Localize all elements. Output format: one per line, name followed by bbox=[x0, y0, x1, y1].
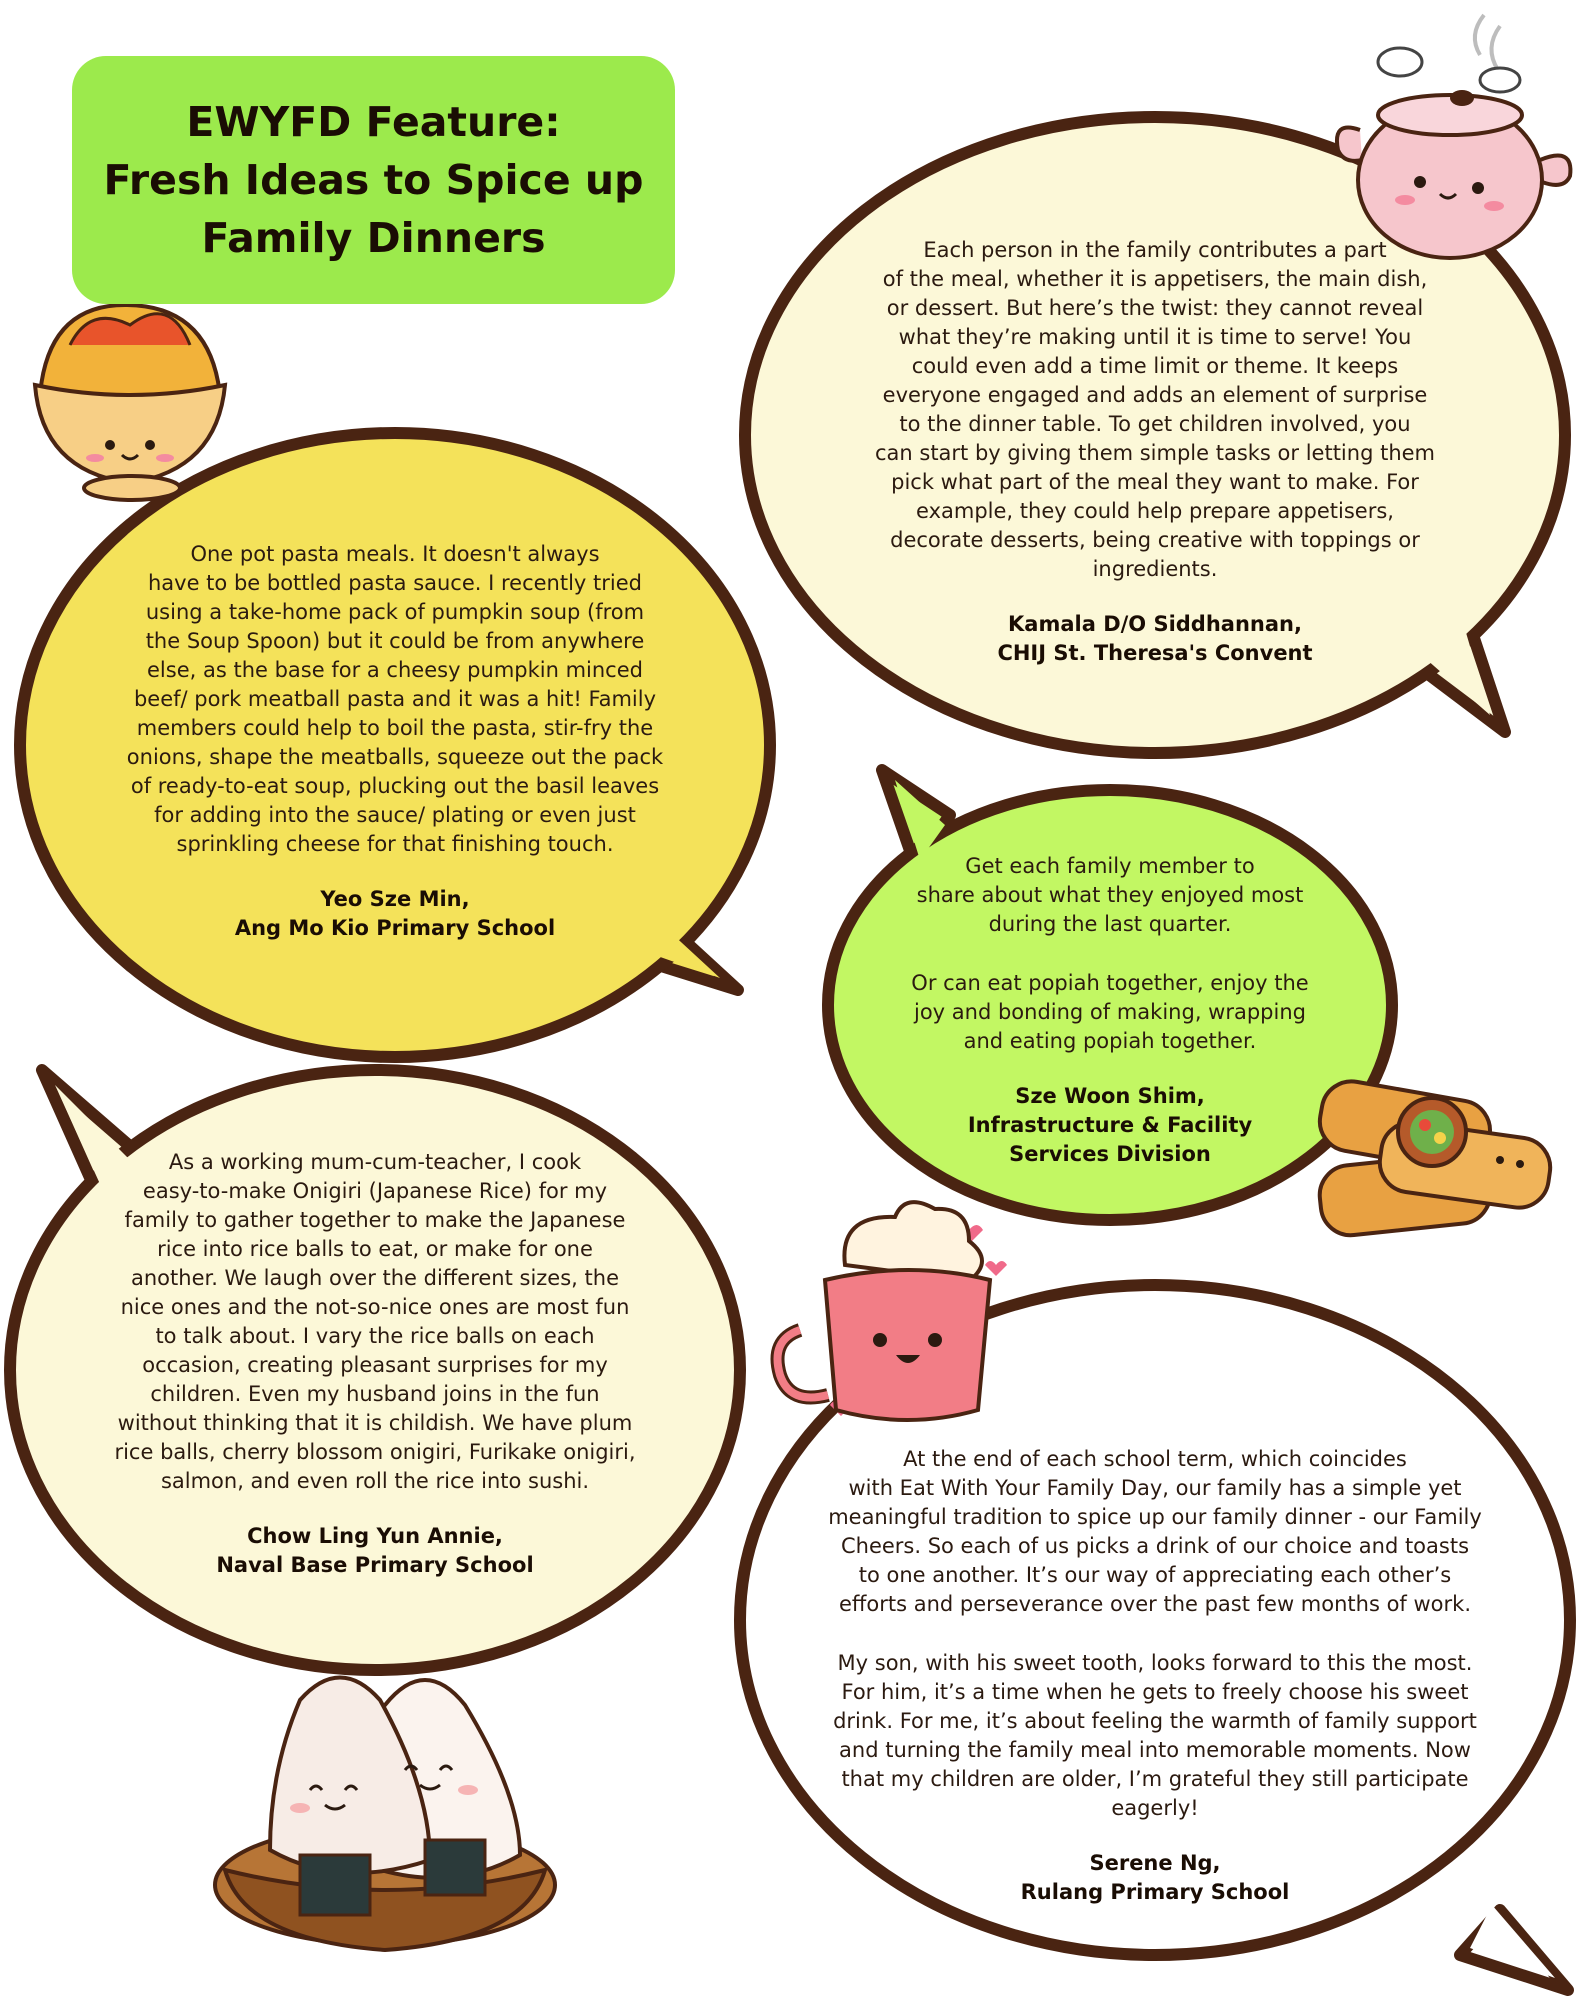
body-line: drink. For me, it’s about feeling the warmth of family support bbox=[833, 1709, 1477, 1733]
hot-cocoa-mug-icon bbox=[778, 1202, 1008, 1420]
body-line: could even add a time limit or theme. It keeps bbox=[911, 354, 1399, 378]
author-name: Chow Ling Yun Annie, bbox=[247, 1524, 503, 1548]
author-org: Services Division bbox=[1009, 1142, 1211, 1166]
body-line: eagerly! bbox=[1111, 1796, 1199, 1820]
author-name: Kamala D/O Siddhannan, bbox=[1008, 612, 1302, 636]
author-block bbox=[70, 1522, 680, 1580]
body-line: Get each family member to bbox=[965, 854, 1255, 878]
body-line: rice balls, cherry blossom onigiri, Furikake onigiri, bbox=[114, 1440, 636, 1464]
author-name: Yeo Sze Min, bbox=[320, 887, 470, 911]
author-org: Ang Mo Kio Primary School bbox=[234, 916, 556, 940]
body-line: can start by giving them simple tasks or letting them bbox=[874, 441, 1436, 465]
body-line: children. Even my husband joins in the fun bbox=[150, 1382, 600, 1406]
body-line: ingredients. bbox=[1092, 557, 1218, 581]
author-block bbox=[80, 885, 710, 943]
body-line: members could help to boil the pasta, stir-fry the bbox=[136, 716, 654, 740]
title-line-1: EWYFD Feature: bbox=[186, 98, 561, 146]
body-line: As a working mum-cum-teacher, I cook bbox=[168, 1150, 582, 1174]
bubble-kamala-text bbox=[800, 236, 1510, 668]
title-line-3: Family Dinners bbox=[201, 214, 546, 262]
author-org: CHIJ St. Theresa's Convent bbox=[997, 641, 1313, 665]
spring-rolls-icon bbox=[1315, 1077, 1554, 1239]
body-line: example, they could help prepare appetisers, bbox=[916, 499, 1394, 523]
author-org: Rulang Primary School bbox=[1020, 1880, 1290, 1904]
author-org: Infrastructure & Facility bbox=[967, 1113, 1253, 1137]
body-line: family to gather together to make the Japanese bbox=[124, 1208, 626, 1232]
body-line: One pot pasta meals. It doesn't always bbox=[190, 542, 600, 566]
body-line: salmon, and even roll the rice into sushi. bbox=[160, 1469, 590, 1493]
body-line: to the dinner table. To get children involved, you bbox=[899, 412, 1411, 436]
body-line: nice ones and the not-so-nice ones are most fun bbox=[120, 1295, 630, 1319]
body-line: My son, with his sweet tooth, looks forward to this the most. bbox=[837, 1651, 1473, 1675]
body-line: for adding into the sauce/ plating or even just bbox=[154, 803, 636, 827]
body-line: At the end of each school term, which coincides bbox=[903, 1447, 1407, 1471]
body-line: of the meal, whether it is appetisers, the main dish, bbox=[882, 267, 1428, 291]
body-line: beef/ pork meatball pasta and it was a hit! Family bbox=[133, 687, 657, 711]
body-line: or dessert. But here’s the twist: they cannot reveal bbox=[886, 296, 1424, 320]
body-line: onions, shape the meatballs, squeeze out the pack bbox=[126, 745, 664, 769]
author-name: Serene Ng, bbox=[1089, 1851, 1221, 1875]
body-line: joy and bonding of making, wrapping bbox=[914, 1000, 1306, 1024]
body-line: easy-to-make Onigiri (Japanese Rice) for my bbox=[142, 1179, 608, 1203]
author-name: Sze Woon Shim, bbox=[1015, 1084, 1205, 1108]
body-line: rice into rice balls to eat, or make for one bbox=[157, 1237, 593, 1261]
bubble-serene-text bbox=[780, 1445, 1530, 1907]
body-line: Each person in the family contributes a part bbox=[923, 238, 1387, 262]
body-line: else, as the base for a cheesy pumpkin minced bbox=[147, 658, 643, 682]
body-line: that my children are older, I’m grateful they still participate bbox=[841, 1767, 1469, 1791]
author-org: Naval Base Primary School bbox=[216, 1553, 534, 1577]
body-line: pick what part of the meal they want to make. For bbox=[891, 470, 1419, 494]
body-line: and eating popiah together. bbox=[963, 1029, 1257, 1053]
body-line: decorate desserts, being creative with toppings or bbox=[890, 528, 1420, 552]
author-block bbox=[800, 610, 1510, 668]
bubble-chow-text bbox=[70, 1148, 680, 1580]
title-line-2: Fresh Ideas to Spice up bbox=[103, 156, 644, 204]
author-block bbox=[870, 1082, 1350, 1169]
teapot-icon bbox=[1337, 15, 1570, 258]
bubble-yeo-text bbox=[80, 540, 710, 943]
body-line: efforts and perseverance over the past few months of work. bbox=[839, 1592, 1471, 1616]
body-line: For him, it’s a time when he gets to freely choose his sweet bbox=[841, 1680, 1469, 1704]
author-block bbox=[780, 1849, 1530, 1907]
body-line: of ready-to-eat soup, plucking out the basil leaves bbox=[130, 774, 660, 798]
body-line: Or can eat popiah together, enjoy the bbox=[911, 971, 1309, 995]
body-line: what they’re making until it is time to serve! You bbox=[898, 325, 1412, 349]
body-line: meaningful tradition to spice up our family dinner - our Family bbox=[828, 1505, 1482, 1529]
body-line: and turning the family meal into memorable moments. Now bbox=[839, 1738, 1471, 1762]
body-line: share about what they enjoyed most bbox=[916, 883, 1304, 907]
body-line: to talk about. I vary the rice balls on each bbox=[155, 1324, 595, 1348]
bubble-sze-text bbox=[870, 852, 1350, 1169]
body-line: Cheers. So each of us picks a drink of our choice and toasts bbox=[840, 1534, 1470, 1558]
title-banner bbox=[72, 56, 675, 304]
body-line: without thinking that it is childish. We have plum bbox=[117, 1411, 633, 1435]
body-line: occasion, creating pleasant surprises for my bbox=[142, 1353, 608, 1377]
body-line: another. We laugh over the different sizes, the bbox=[131, 1266, 619, 1290]
pasta-bowl-icon bbox=[35, 305, 225, 500]
body-line: have to be bottled pasta sauce. I recently tried bbox=[147, 571, 642, 595]
body-line: everyone engaged and adds an element of surprise bbox=[882, 383, 1428, 407]
body-line: sprinkling cheese for that finishing touch. bbox=[176, 832, 614, 856]
onigiri-icon bbox=[215, 1678, 555, 1951]
body-line: the Soup Spoon) but it could be from anywhere bbox=[145, 629, 645, 653]
body-line: to one another. It’s our way of appreciating each other’s bbox=[858, 1563, 1452, 1587]
body-line: using a take-home pack of pumpkin soup (from bbox=[145, 600, 645, 624]
body-line: during the last quarter. bbox=[988, 912, 1232, 936]
body-line: with Eat With Your Family Day, our family has a simple yet bbox=[848, 1476, 1462, 1500]
